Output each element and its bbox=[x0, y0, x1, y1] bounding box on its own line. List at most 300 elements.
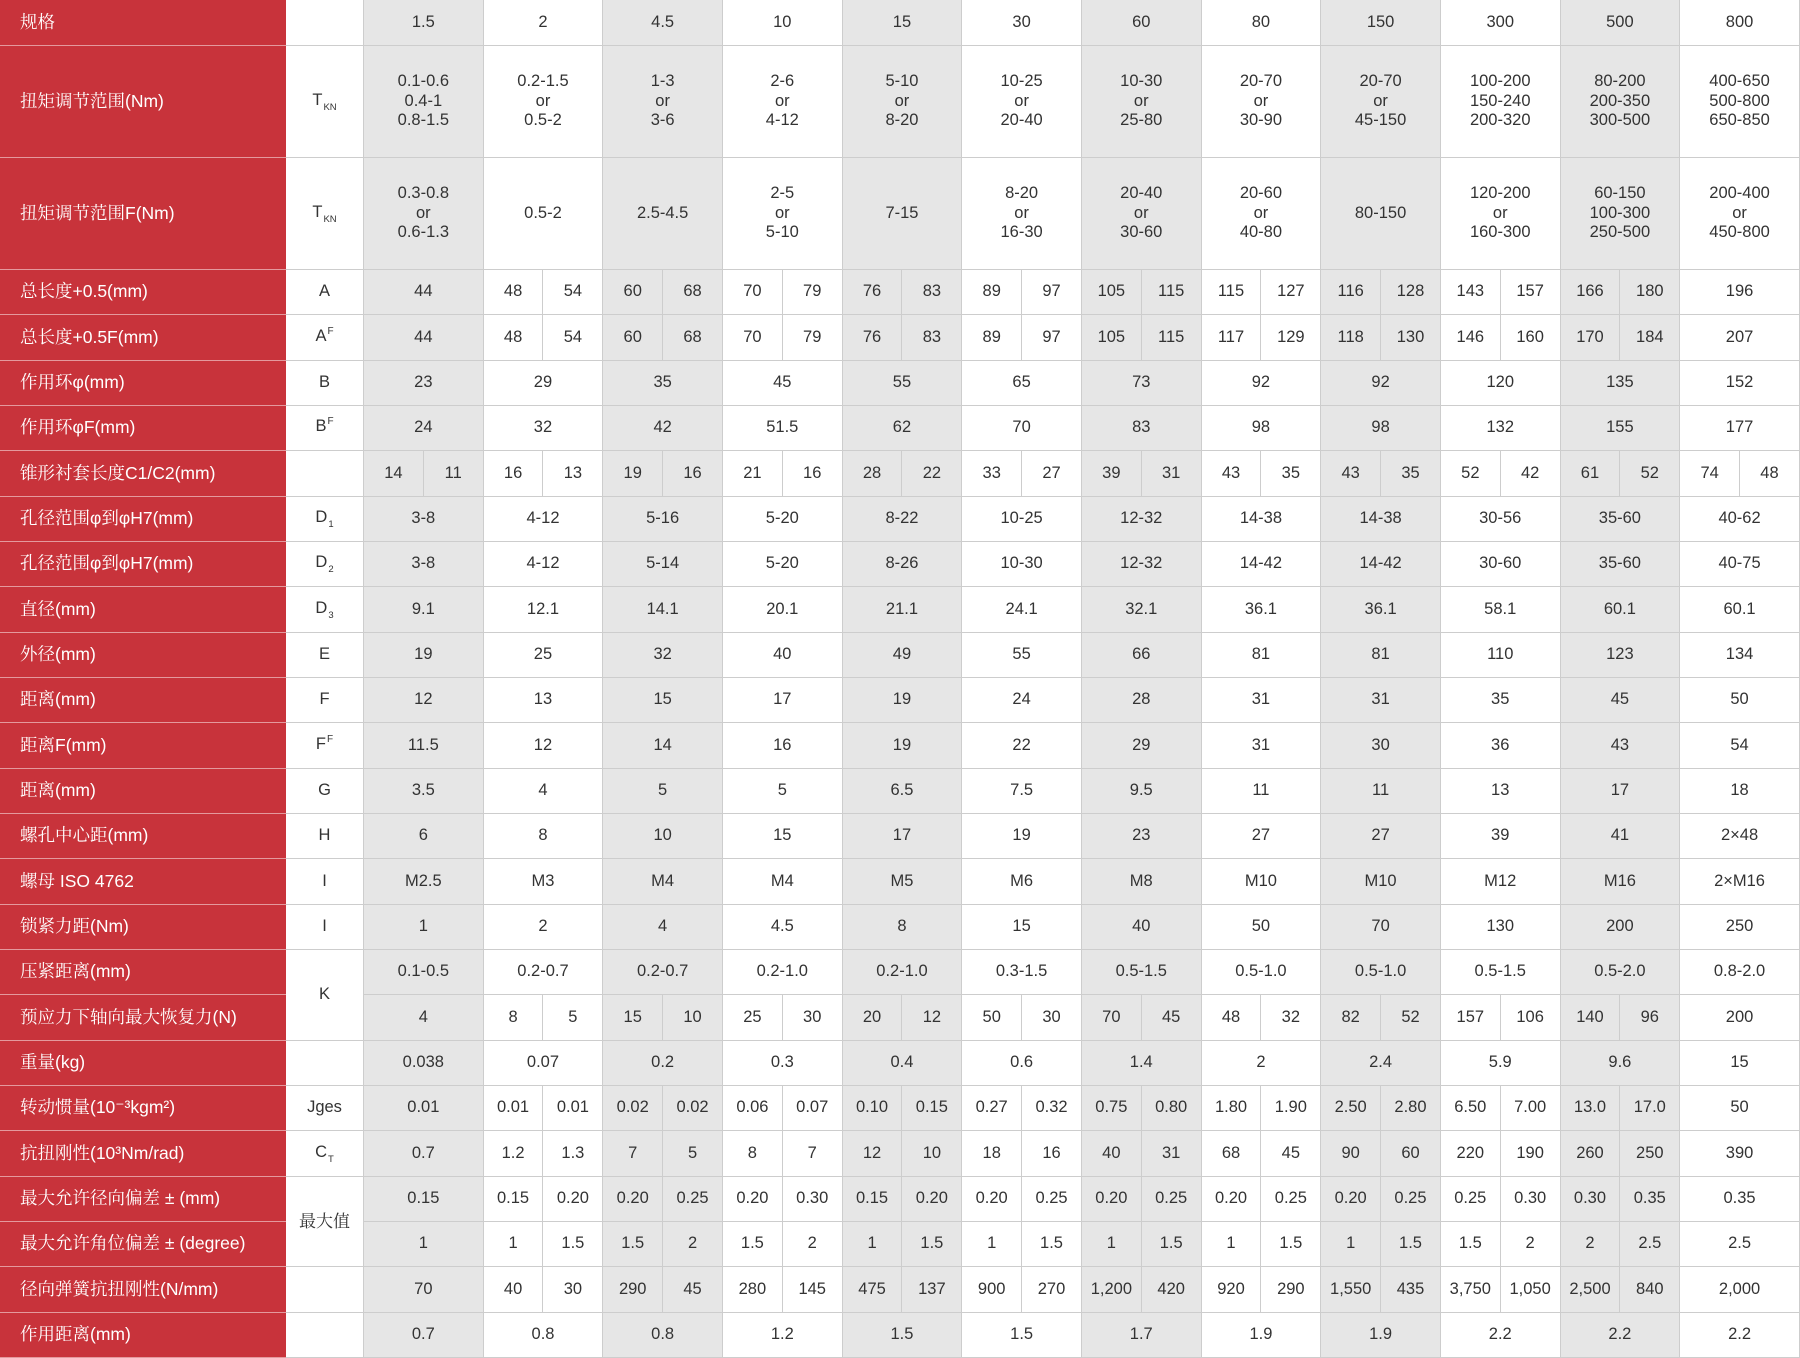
value-cell-half: 435 bbox=[1381, 1267, 1441, 1312]
value-cell: 4 bbox=[364, 995, 484, 1040]
value-cell: 0.6 bbox=[962, 1041, 1082, 1086]
value-cell-half: 16 bbox=[484, 451, 544, 496]
value-cell-half: 5 bbox=[663, 1131, 723, 1176]
symbol-text bbox=[315, 417, 333, 439]
value-cell: 41 bbox=[1561, 814, 1681, 859]
value-cell: 0.3-1.5 bbox=[962, 950, 1082, 995]
value-cell-half: 2 bbox=[1501, 1222, 1561, 1267]
value-cell: 23 bbox=[364, 361, 484, 406]
value-cell-half: 20 bbox=[843, 995, 903, 1040]
value-cell: 0.15 bbox=[364, 1177, 484, 1222]
value-cell: 81 bbox=[1321, 633, 1441, 678]
value-cell-half: 1.90 bbox=[1261, 1086, 1321, 1131]
value-cell-half: 2 bbox=[1561, 1222, 1621, 1267]
row-label: 径向弹簧抗扭刚性(N/mm) bbox=[0, 1267, 286, 1312]
symbol-subscript: 2 bbox=[328, 564, 334, 576]
value-cell-half: 43 bbox=[1202, 451, 1262, 496]
value-cell-half: 89 bbox=[962, 270, 1022, 315]
value-cell-half: 89 bbox=[962, 315, 1022, 360]
value-cell-half: 8 bbox=[484, 995, 544, 1040]
value-cell: 13 bbox=[1441, 769, 1561, 814]
value-cell: 80-200 200-350 300-500 bbox=[1561, 46, 1681, 158]
value-cell: 7.5 bbox=[962, 769, 1082, 814]
value-cell: 92 bbox=[1202, 361, 1322, 406]
value-cell: 120 bbox=[1441, 361, 1561, 406]
value-cell: 1.5 bbox=[843, 1313, 963, 1358]
value-cell: 40-62 bbox=[1680, 497, 1800, 542]
value-cell-half: 170 bbox=[1561, 315, 1621, 360]
value-cell-half: 260 bbox=[1561, 1131, 1621, 1176]
value-cell-half: 2,500 bbox=[1561, 1267, 1621, 1312]
value-cell: 32 bbox=[484, 406, 604, 451]
value-cell-half: 40 bbox=[484, 1267, 544, 1312]
size-header-cell: 80 bbox=[1202, 0, 1322, 46]
value-cell-half: 60 bbox=[603, 315, 663, 360]
value-cell: 21.1 bbox=[843, 587, 963, 632]
symbol-base: B bbox=[315, 417, 327, 436]
value-cell-half: 48 bbox=[1202, 995, 1262, 1040]
value-cell: 1-3 or 3-6 bbox=[603, 46, 723, 158]
value-cell: 10-30 or 25-80 bbox=[1082, 46, 1202, 158]
row-label: 抗扭刚性(10³Nm/rad) bbox=[0, 1131, 286, 1176]
value-cell: 8 bbox=[484, 814, 604, 859]
value-cell-half: 1.2 bbox=[484, 1131, 544, 1176]
value-cell: 40 bbox=[1082, 905, 1202, 950]
symbol-base: I bbox=[322, 917, 327, 935]
value-cell: 22 bbox=[962, 723, 1082, 768]
symbol-base: H bbox=[318, 826, 331, 845]
value-cell-half: 0.25 bbox=[1381, 1177, 1441, 1222]
value-cell: 98 bbox=[1321, 406, 1441, 451]
value-cell: 31 bbox=[1321, 678, 1441, 723]
value-cell: 400-650 500-800 650-850 bbox=[1680, 46, 1800, 158]
value-cell: 8 bbox=[843, 905, 963, 950]
value-cell: 12-32 bbox=[1082, 542, 1202, 587]
value-cell-half: 145 bbox=[783, 1267, 843, 1312]
value-cell: M4 bbox=[603, 859, 723, 904]
value-cell-half: 290 bbox=[603, 1267, 663, 1312]
value-cell: 1.7 bbox=[1082, 1313, 1202, 1358]
value-cell-half: 30 bbox=[1022, 995, 1082, 1040]
row-label: 作用距离(mm) bbox=[0, 1313, 286, 1358]
value-cell: 30-56 bbox=[1441, 497, 1561, 542]
value-cell: 73 bbox=[1082, 361, 1202, 406]
value-cell: 0.2-1.0 bbox=[723, 950, 843, 995]
value-cell-half: 0.15 bbox=[484, 1177, 544, 1222]
value-cell: 18 bbox=[1680, 769, 1800, 814]
value-cell-half: 19 bbox=[603, 451, 663, 496]
spec-header-label: 规格 bbox=[0, 0, 286, 46]
symbol-base: 最大值 bbox=[299, 1211, 350, 1231]
value-cell: 2.2 bbox=[1441, 1313, 1561, 1358]
symbol-cell-empty bbox=[286, 1267, 364, 1312]
symbol-text bbox=[315, 327, 333, 349]
value-cell: 0.2 bbox=[603, 1041, 723, 1086]
value-cell: 51.5 bbox=[723, 406, 843, 451]
symbol-base: T bbox=[312, 90, 323, 109]
value-cell-half: 0.20 bbox=[723, 1177, 783, 1222]
value-cell: 25 bbox=[484, 633, 604, 678]
value-cell-half: 0.20 bbox=[1202, 1177, 1262, 1222]
value-cell: 5-20 bbox=[723, 497, 843, 542]
value-cell-half: 0.15 bbox=[902, 1086, 962, 1131]
value-cell: 4 bbox=[603, 905, 723, 950]
value-cell: 0.1-0.5 bbox=[364, 950, 484, 995]
value-cell: 31 bbox=[1202, 723, 1322, 768]
value-cell: 390 bbox=[1680, 1131, 1800, 1176]
value-cell-half: 0.30 bbox=[783, 1177, 843, 1222]
row-label: 重量(kg) bbox=[0, 1041, 286, 1086]
value-cell: 0.5-2 bbox=[484, 158, 604, 270]
value-cell-half: 6.50 bbox=[1441, 1086, 1501, 1131]
value-cell: 8-26 bbox=[843, 542, 963, 587]
row-label: 孔径范围φ到φH7(mm) bbox=[0, 497, 286, 542]
value-cell-half: 0.30 bbox=[1501, 1177, 1561, 1222]
row-label: 作用环φF(mm) bbox=[0, 406, 286, 451]
value-cell: 8-22 bbox=[843, 497, 963, 542]
value-cell: 4-12 bbox=[484, 542, 604, 587]
symbol-base: E bbox=[318, 645, 330, 664]
value-cell-half: 12 bbox=[843, 1131, 903, 1176]
value-cell-half: 1,550 bbox=[1321, 1267, 1381, 1312]
value-cell: 200 bbox=[1680, 995, 1800, 1040]
value-cell: 17 bbox=[843, 814, 963, 859]
value-cell: 1.9 bbox=[1321, 1313, 1441, 1358]
value-cell: 0.2-0.7 bbox=[484, 950, 604, 995]
value-cell-half: 35 bbox=[1261, 451, 1321, 496]
value-cell-half: 0.25 bbox=[1261, 1177, 1321, 1222]
symbol-cell bbox=[286, 1131, 364, 1176]
size-header-cell: 10 bbox=[723, 0, 843, 46]
value-cell: 30 bbox=[1321, 723, 1441, 768]
value-cell: 0.7 bbox=[364, 1313, 484, 1358]
value-cell-half: 39 bbox=[1082, 451, 1142, 496]
value-cell-half: 900 bbox=[962, 1267, 1022, 1312]
value-cell-half: 129 bbox=[1261, 315, 1321, 360]
symbol-text bbox=[299, 1212, 350, 1232]
value-cell-half: 105 bbox=[1082, 270, 1142, 315]
value-cell: 30-60 bbox=[1441, 542, 1561, 587]
value-cell-half: 48 bbox=[484, 315, 544, 360]
value-cell: 55 bbox=[962, 633, 1082, 678]
value-cell: 60.1 bbox=[1561, 587, 1681, 632]
value-cell: 16 bbox=[723, 723, 843, 768]
value-cell-half: 7 bbox=[603, 1131, 663, 1176]
row-label: 锥形衬套长度C1/C2(mm) bbox=[0, 451, 286, 496]
value-cell-half: 1.3 bbox=[543, 1131, 603, 1176]
symbol-cell bbox=[286, 1177, 364, 1268]
value-cell: 4-12 bbox=[484, 497, 604, 542]
symbol-text bbox=[315, 1143, 334, 1165]
value-cell-half: 146 bbox=[1441, 315, 1501, 360]
value-cell-half: 74 bbox=[1680, 451, 1740, 496]
value-cell-half: 1 bbox=[484, 1222, 544, 1267]
value-cell: 36.1 bbox=[1202, 587, 1322, 632]
symbol-text bbox=[319, 282, 330, 302]
value-cell: 7-15 bbox=[843, 158, 963, 270]
value-cell: 0.5-2.0 bbox=[1561, 950, 1681, 995]
value-cell: 0.35 bbox=[1680, 1177, 1800, 1222]
row-label: 总长度+0.5(mm) bbox=[0, 270, 286, 315]
value-cell: 3.5 bbox=[364, 769, 484, 814]
value-cell: 155 bbox=[1561, 406, 1681, 451]
size-header-cell: 300 bbox=[1441, 0, 1561, 46]
value-cell-half: 127 bbox=[1261, 270, 1321, 315]
value-cell-half: 0.25 bbox=[663, 1177, 723, 1222]
value-cell: 13 bbox=[484, 678, 604, 723]
value-cell: 0.07 bbox=[484, 1041, 604, 1086]
value-cell-half: 61 bbox=[1561, 451, 1621, 496]
value-cell: 24.1 bbox=[962, 587, 1082, 632]
value-cell: 8-20 or 16-30 bbox=[962, 158, 1082, 270]
value-cell: 29 bbox=[484, 361, 604, 406]
symbol-cell bbox=[286, 633, 364, 678]
value-cell-half: 1.5 bbox=[723, 1222, 783, 1267]
value-cell-half: 0.06 bbox=[723, 1086, 783, 1131]
symbol-base: K bbox=[318, 985, 330, 1003]
row-label: 最大允许角位偏差 ± (degree) bbox=[0, 1222, 286, 1267]
symbol-base: T bbox=[312, 202, 323, 221]
value-cell-half: 54 bbox=[543, 270, 603, 315]
value-cell-half: 1.5 bbox=[1142, 1222, 1202, 1267]
value-cell-half: 68 bbox=[1202, 1131, 1262, 1176]
symbol-subscript: T bbox=[328, 1153, 334, 1165]
size-header-cell: 800 bbox=[1680, 0, 1800, 46]
value-cell-half: 31 bbox=[1142, 451, 1202, 496]
value-cell-half: 840 bbox=[1620, 1267, 1680, 1312]
value-cell-half: 42 bbox=[1501, 451, 1561, 496]
value-cell-half: 82 bbox=[1321, 995, 1381, 1040]
value-cell: 24 bbox=[364, 406, 484, 451]
value-cell-half: 0.32 bbox=[1022, 1086, 1082, 1131]
value-cell: 62 bbox=[843, 406, 963, 451]
value-cell: M6 bbox=[962, 859, 1082, 904]
value-cell-half: 128 bbox=[1381, 270, 1441, 315]
value-cell: M4 bbox=[723, 859, 843, 904]
value-cell-half: 32 bbox=[1261, 995, 1321, 1040]
row-label: 孔径范围φ到φH7(mm) bbox=[0, 542, 286, 587]
value-cell-half: 115 bbox=[1142, 270, 1202, 315]
value-cell-half: 1 bbox=[1082, 1222, 1142, 1267]
value-cell: 28 bbox=[1082, 678, 1202, 723]
value-cell-half: 2.80 bbox=[1381, 1086, 1441, 1131]
value-cell: 0.3-0.8 or 0.6-1.3 bbox=[364, 158, 484, 270]
value-cell: 9.6 bbox=[1561, 1041, 1681, 1086]
symbol-base: G bbox=[318, 781, 331, 800]
size-header-cell: 60 bbox=[1082, 0, 1202, 46]
symbol-cell bbox=[286, 361, 364, 406]
row-label: 压紧距离(mm) bbox=[0, 950, 286, 995]
value-cell-half: 0.15 bbox=[843, 1177, 903, 1222]
value-cell-half: 33 bbox=[962, 451, 1022, 496]
value-cell-half: 0.25 bbox=[1441, 1177, 1501, 1222]
value-cell-half: 140 bbox=[1561, 995, 1621, 1040]
value-cell-half: 0.02 bbox=[663, 1086, 723, 1131]
value-cell: 27 bbox=[1202, 814, 1322, 859]
value-cell: 12-32 bbox=[1082, 497, 1202, 542]
value-cell-half: 48 bbox=[484, 270, 544, 315]
value-cell-half: 2.50 bbox=[1321, 1086, 1381, 1131]
row-label: 转动惯量(10⁻³kgm²) bbox=[0, 1086, 286, 1131]
value-cell: M10 bbox=[1202, 859, 1322, 904]
value-cell: 54 bbox=[1680, 723, 1800, 768]
value-cell-half: 1.5 bbox=[1381, 1222, 1441, 1267]
value-cell-half: 7 bbox=[783, 1131, 843, 1176]
symbol-base: D bbox=[315, 553, 328, 572]
value-cell: 2.2 bbox=[1561, 1313, 1681, 1358]
symbol-text bbox=[316, 735, 333, 757]
row-label: 预应力下轴向最大恢复力(N) bbox=[0, 995, 286, 1040]
value-cell-half: 52 bbox=[1441, 451, 1501, 496]
value-cell-half: 97 bbox=[1022, 315, 1082, 360]
value-cell: 50 bbox=[1680, 1086, 1800, 1131]
value-cell: 10-25 bbox=[962, 497, 1082, 542]
value-cell: 0.8-2.0 bbox=[1680, 950, 1800, 995]
value-cell-half: 0.20 bbox=[543, 1177, 603, 1222]
value-cell: 11 bbox=[1202, 769, 1322, 814]
value-cell: 14-38 bbox=[1202, 497, 1322, 542]
value-cell-half: 30 bbox=[543, 1267, 603, 1312]
value-cell: 100-200 150-240 200-320 bbox=[1441, 46, 1561, 158]
symbol-text bbox=[312, 203, 336, 225]
value-cell-half: 0.01 bbox=[543, 1086, 603, 1131]
row-label: 螺母 ISO 4762 bbox=[0, 859, 286, 904]
value-cell-half: 116 bbox=[1321, 270, 1381, 315]
value-cell: 6.5 bbox=[843, 769, 963, 814]
value-cell-half: 79 bbox=[783, 270, 843, 315]
value-cell: 5.9 bbox=[1441, 1041, 1561, 1086]
value-cell: 45 bbox=[1561, 678, 1681, 723]
value-cell: 2.5 bbox=[1680, 1222, 1800, 1267]
value-cell: 10 bbox=[603, 814, 723, 859]
value-cell-half: 70 bbox=[1082, 995, 1142, 1040]
value-cell-half: 105 bbox=[1082, 315, 1142, 360]
value-cell: M3 bbox=[484, 859, 604, 904]
value-cell: 50 bbox=[1202, 905, 1322, 950]
value-cell: 98 bbox=[1202, 406, 1322, 451]
symbol-superscript: F bbox=[327, 325, 334, 337]
symbol-cell bbox=[286, 158, 364, 270]
size-header-cell: 500 bbox=[1561, 0, 1681, 46]
value-cell: 15 bbox=[1680, 1041, 1800, 1086]
symbol-cell bbox=[286, 497, 364, 542]
value-cell: 3-8 bbox=[364, 497, 484, 542]
symbol-base: F bbox=[315, 734, 326, 753]
value-cell-half: 0.01 bbox=[484, 1086, 544, 1131]
value-cell: 0.2-0.7 bbox=[603, 950, 723, 995]
value-cell: 10-30 bbox=[962, 542, 1082, 587]
symbol-cell bbox=[286, 950, 364, 1041]
value-cell-half: 30 bbox=[783, 995, 843, 1040]
value-cell: 10-25 or 20-40 bbox=[962, 46, 1082, 158]
value-cell: 0.4 bbox=[843, 1041, 963, 1086]
value-cell-half: 1 bbox=[843, 1222, 903, 1267]
value-cell: 11 bbox=[1321, 769, 1441, 814]
value-cell-half: 7.00 bbox=[1501, 1086, 1561, 1131]
value-cell: 23 bbox=[1082, 814, 1202, 859]
symbol-text bbox=[319, 826, 331, 846]
symbol-base: A bbox=[315, 326, 327, 345]
row-label: 最大允许径向偏差 ± (mm) bbox=[0, 1177, 286, 1222]
value-cell: M2.5 bbox=[364, 859, 484, 904]
value-cell: 0.8 bbox=[484, 1313, 604, 1358]
value-cell: 200 bbox=[1561, 905, 1681, 950]
value-cell-half: 18 bbox=[962, 1131, 1022, 1176]
symbol-superscript: F bbox=[327, 416, 334, 428]
value-cell: 55 bbox=[843, 361, 963, 406]
value-cell: 65 bbox=[962, 361, 1082, 406]
symbol-cell bbox=[286, 905, 364, 950]
value-cell-half: 0.20 bbox=[1321, 1177, 1381, 1222]
value-cell: M8 bbox=[1082, 859, 1202, 904]
value-cell: 207 bbox=[1680, 315, 1800, 360]
value-cell-half: 0.20 bbox=[902, 1177, 962, 1222]
value-cell: 70 bbox=[364, 1267, 484, 1312]
value-cell-half: 143 bbox=[1441, 270, 1501, 315]
value-cell-half: 16 bbox=[1022, 1131, 1082, 1176]
value-cell-half: 166 bbox=[1561, 270, 1621, 315]
value-cell-half: 1 bbox=[962, 1222, 1022, 1267]
value-cell: 110 bbox=[1441, 633, 1561, 678]
value-cell-half: 157 bbox=[1441, 995, 1501, 1040]
value-cell: 120-200 or 160-300 bbox=[1441, 158, 1561, 270]
value-cell: 83 bbox=[1082, 406, 1202, 451]
value-cell-half: 280 bbox=[723, 1267, 783, 1312]
value-cell: 5-14 bbox=[603, 542, 723, 587]
value-cell: 31 bbox=[1202, 678, 1322, 723]
value-cell: 12 bbox=[364, 678, 484, 723]
value-cell: 0.5-1.5 bbox=[1082, 950, 1202, 995]
symbol-text bbox=[322, 917, 327, 937]
value-cell-half: 45 bbox=[1261, 1131, 1321, 1176]
value-cell: 1.2 bbox=[723, 1313, 843, 1358]
value-cell-half: 1.5 bbox=[902, 1222, 962, 1267]
value-cell: 250 bbox=[1680, 905, 1800, 950]
value-cell-half: 130 bbox=[1381, 315, 1441, 360]
value-cell-half: 52 bbox=[1381, 995, 1441, 1040]
value-cell-half: 0.20 bbox=[962, 1177, 1022, 1222]
value-cell: 27 bbox=[1321, 814, 1441, 859]
value-cell-half: 475 bbox=[843, 1267, 903, 1312]
value-cell-half: 270 bbox=[1022, 1267, 1082, 1312]
value-cell: 14.1 bbox=[603, 587, 723, 632]
value-cell: 80-150 bbox=[1321, 158, 1441, 270]
value-cell: 15 bbox=[603, 678, 723, 723]
value-cell: 0.1-0.6 0.4-1 0.8-1.5 bbox=[364, 46, 484, 158]
symbol-cell-empty bbox=[286, 451, 364, 496]
value-cell: M10 bbox=[1321, 859, 1441, 904]
value-cell: 2,000 bbox=[1680, 1267, 1800, 1312]
size-header-cell: 1.5 bbox=[364, 0, 484, 46]
symbol-cell bbox=[286, 859, 364, 904]
value-cell: 17 bbox=[723, 678, 843, 723]
value-cell-half: 0.80 bbox=[1142, 1086, 1202, 1131]
value-cell-half: 1.5 bbox=[1022, 1222, 1082, 1267]
value-cell: 58.1 bbox=[1441, 587, 1561, 632]
value-cell-half: 106 bbox=[1501, 995, 1561, 1040]
value-cell: 4.5 bbox=[723, 905, 843, 950]
value-cell-half: 2 bbox=[783, 1222, 843, 1267]
value-cell: 1 bbox=[364, 1222, 484, 1267]
value-cell: 60.1 bbox=[1680, 587, 1800, 632]
value-cell-half: 45 bbox=[1142, 995, 1202, 1040]
value-cell: 0.2-1.5 or 0.5-2 bbox=[484, 46, 604, 158]
value-cell-half: 14 bbox=[364, 451, 424, 496]
value-cell-half: 21 bbox=[723, 451, 783, 496]
value-cell-half: 220 bbox=[1441, 1131, 1501, 1176]
value-cell: 35 bbox=[603, 361, 723, 406]
value-cell-half: 68 bbox=[663, 270, 723, 315]
